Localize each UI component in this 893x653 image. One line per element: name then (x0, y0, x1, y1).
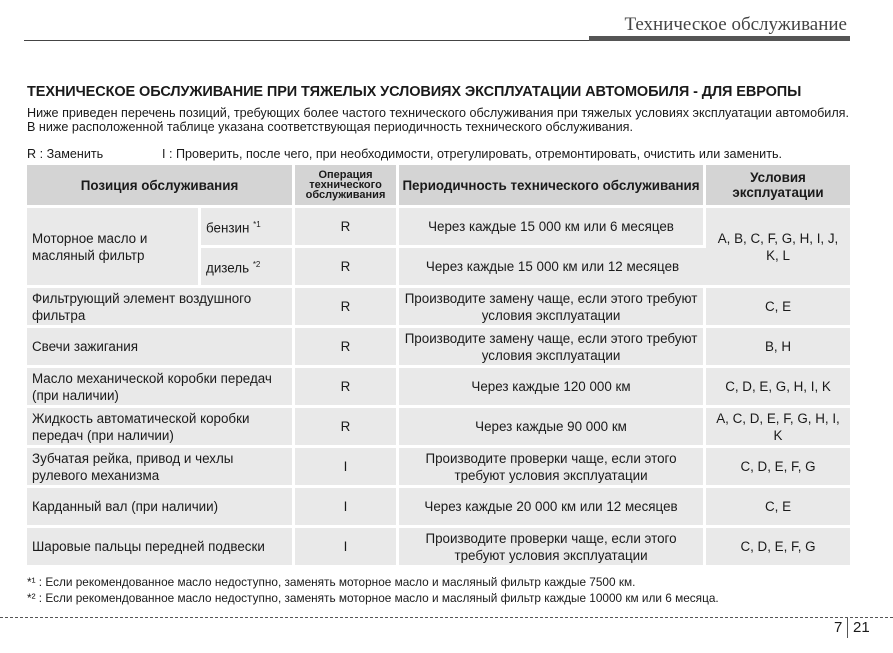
fuel-cell-diesel (201, 248, 295, 288)
legend-replace: R : Заменить (27, 147, 104, 161)
operation-cell: I (295, 448, 399, 488)
operation-cell: R (295, 288, 399, 328)
table-header-row (27, 165, 850, 208)
maintenance-table (27, 165, 850, 568)
interval-cell: Через каждые 15 000 км или 6 месяцев (399, 208, 706, 248)
table-row (27, 488, 850, 528)
conditions-cell: A, B, C, F, G, H, I, J, K, L (706, 208, 850, 288)
conditions-cell: C, D, E, F, G (706, 528, 850, 568)
conditions-cell: A, C, D, E, F, G, H, I, K (706, 408, 850, 448)
chapter-number: 7 (834, 619, 843, 636)
item-cell: Масло механической коробки передач (при наличии) (27, 368, 295, 408)
operation-cell: R (295, 248, 399, 288)
conditions-cell: C, E (706, 288, 850, 328)
interval-cell: Через каждые 20 000 км или 12 месяцев (399, 488, 706, 528)
item-cell: Фильтрующий элемент воздушного фильтра (27, 288, 295, 328)
interval-cell: Через каждые 90 000 км (399, 408, 706, 448)
operation-cell: R (295, 328, 399, 368)
footnote-mark: *2 (252, 260, 261, 270)
item-cell: Свечи зажигания (27, 328, 295, 368)
table-row (27, 368, 850, 408)
interval-cell: Через каждые 15 000 км или 12 месяцев (399, 248, 706, 288)
interval-cell: Производите замену чаще, если этого требуют условия эксплуатации (399, 328, 706, 368)
table-row (27, 528, 850, 568)
fuel-label: бензин (206, 220, 250, 236)
operation-cell: R (295, 408, 399, 448)
fuel-cell-petrol (201, 208, 295, 248)
item-cell: Жидкость автоматической коробки передач (при наличии) (27, 408, 295, 448)
item-cell: Шаровые пальцы передней подвески (27, 528, 295, 568)
footer-dashed-rule (0, 617, 893, 618)
footnote-1: *¹ : Если рекомендованное масло недоступно, заменять моторное масло и масляный фильтр каждые 7500 км. (27, 575, 636, 589)
conditions-cell: C, D, E, F, G (706, 448, 850, 488)
section-title: Техническое обслуживание (624, 14, 847, 35)
header-item: Позиция обслуживания (27, 165, 295, 208)
page-number: 21 (853, 619, 870, 636)
operation-cell: I (295, 528, 399, 568)
page-title: ТЕХНИЧЕСКОЕ ОБСЛУЖИВАНИЕ ПРИ ТЯЖЕЛЫХ УСЛОВИЯХ ЭКСПЛУАТАЦИИ АВТОМОБИЛЯ - ДЛЯ ЕВРОПЫ (27, 84, 802, 100)
header-accent-bar (589, 36, 850, 41)
interval-cell: Производите проверки чаще, если этого требуют условия эксплуатации (399, 448, 706, 488)
footnotes (27, 574, 719, 606)
table-row (27, 328, 850, 368)
table-row (27, 288, 850, 328)
header-interval: Периодичность технического обслуживания (399, 165, 706, 208)
interval-cell: Производите замену чаще, если этого требуют условия эксплуатации (399, 288, 706, 328)
conditions-cell: C, E (706, 488, 850, 528)
table-row (27, 208, 850, 248)
interval-cell: Производите проверки чаще, если этого требуют условия эксплуатации (399, 528, 706, 568)
page-number-divider (847, 618, 848, 638)
fuel-label: дизель (206, 260, 250, 276)
intro-paragraph: Ниже приведен перечень позиций, требующих более частого технического обслуживания при тяжелых условиях эксплуатации автомобиля. В ниже расположенной таблице указана соответствующая периодичность технического обслуживания. (27, 106, 849, 134)
footnote-mark: *1 (253, 220, 261, 230)
table-row (27, 408, 850, 448)
table-row (27, 448, 850, 488)
footnote-2: *² : Если рекомендованное масло недоступно, заменять моторное масло и масляный фильтр каждые 10000 км или 6 месяца. (27, 591, 719, 605)
item-cell: Моторное масло и масляный фильтр (27, 208, 201, 288)
conditions-cell: C, D, E, G, H, I, K (706, 368, 850, 408)
interval-cell: Через каждые 120 000 км (399, 368, 706, 408)
item-cell: Карданный вал (при наличии) (27, 488, 295, 528)
operation-cell: R (295, 208, 399, 248)
header-operation: Операция технического обслуживания (295, 165, 399, 208)
item-cell: Зубчатая рейка, привод и чехлы рулевого механизма (27, 448, 295, 488)
header-conditions: Условия эксплуатации (706, 165, 850, 208)
legend-inspect: I : Проверить, после чего, при необходимости, отрегулировать, отремонтировать, очистить или заменить. (162, 147, 783, 161)
conditions-cell: B, H (706, 328, 850, 368)
operation-cell: R (295, 368, 399, 408)
operation-cell: I (295, 488, 399, 528)
